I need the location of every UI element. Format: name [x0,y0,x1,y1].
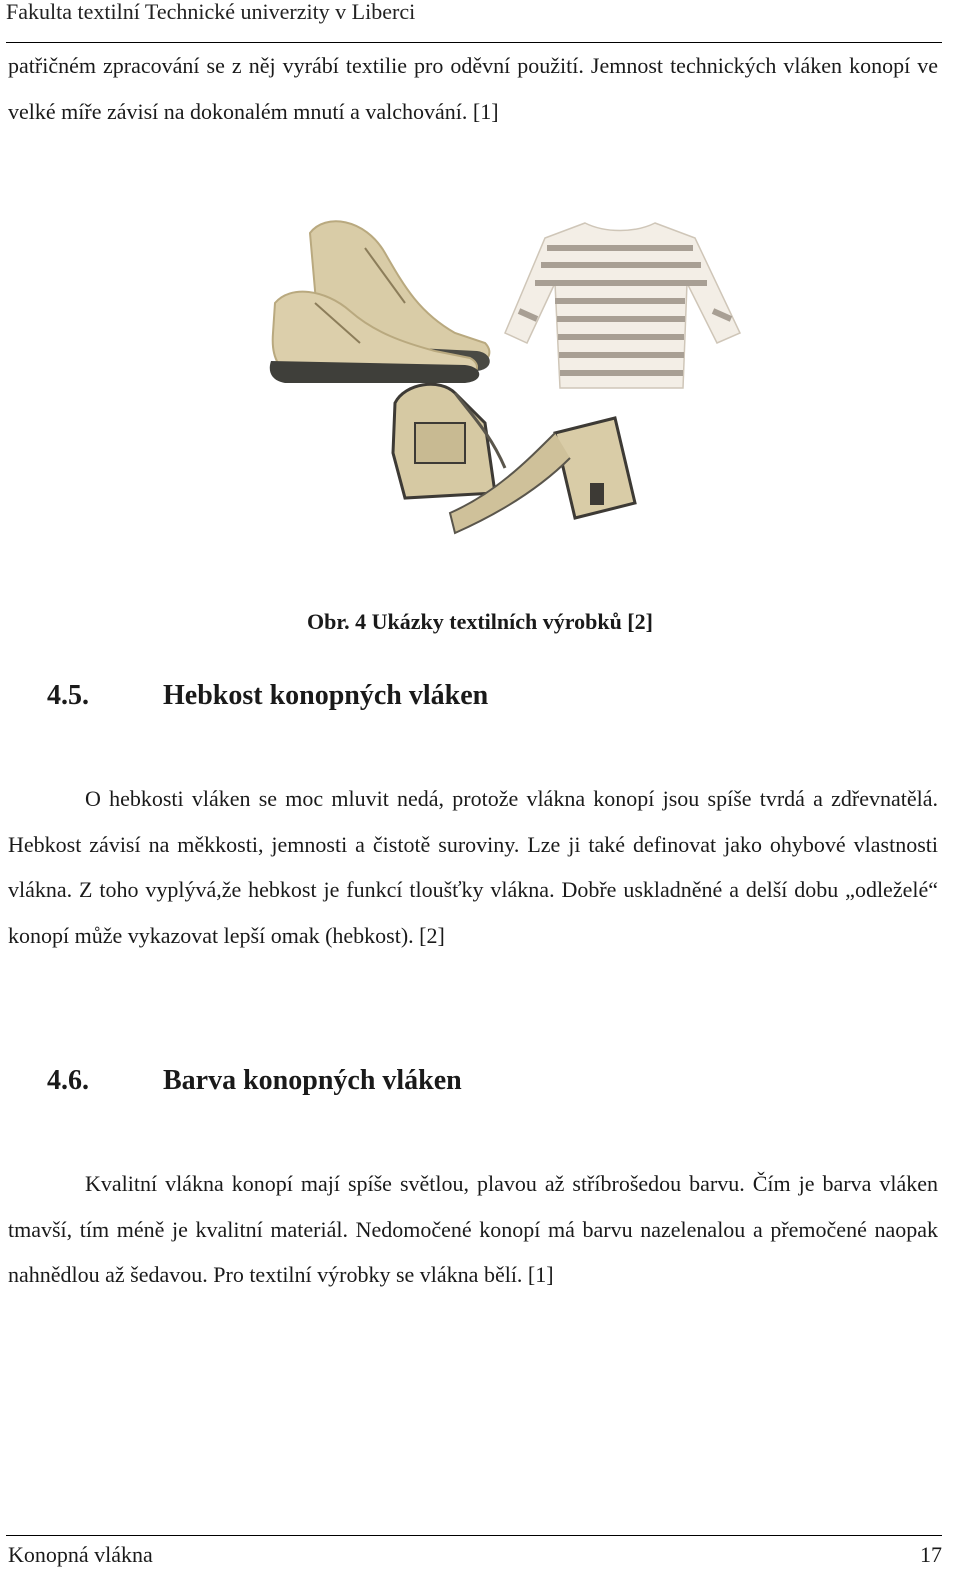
intro-paragraph: patřičném zpracování se z něj vyrábí textilie pro oděvní použití. Jemnost technických vláken konopí ve velké míře závisí na dokonalém mnutí a valchování. [1] [8,53,938,124]
section-title: Hebkost konopných vláken [163,680,489,711]
section-number: 4.6. [47,1065,89,1096]
section-number: 4.5. [47,680,89,711]
section-4-5-paragraph: O hebkosti vláken se moc mluvit nedá, protože vlákna konopí jsou spíše tvrdá a zdřevnatělá. Hebkost závisí na měkkosti, jemnosti a čistotě suroviny. Lze ji také definovat jako ohybové vlastnosti vlákna. Z toho vyplývá,že hebkost je funkcí tloušťky vlákna. Dobře uskladněné a delší dobu „odleželé“ konopí může vykazovat lepší omak (hebkost). [2] [8,786,938,948]
page-number: 17 [920,1542,942,1567]
footer-chapter-title: Konopná vlákna [8,1542,153,1567]
figure-caption: Obr. 4 Ukázky textilních výrobků [2] [307,609,653,634]
header-title: Fakulta textilní Technické univerzity v Liberci [6,0,416,24]
section-heading-4-6 [47,1064,462,1098]
section-4-6-paragraph: Kvalitní vlákna konopí mají spíše světlou, plavou až stříbrošedou barvu. Čím je barva vláken tmavší, tím méně je kvalitní materiál. Nedomočené konopí má barvu nazelenalou a přemočené naopak nahnědlou až šedavou. Pro textilní výrobky se vlákna bělí. [1] [8,1171,938,1287]
page-header [6,0,942,43]
textile-products-figure [255,193,765,565]
page-footer [6,1535,942,1578]
section-heading-4-5 [47,679,488,713]
section-title: Barva konopných vláken [163,1065,462,1096]
